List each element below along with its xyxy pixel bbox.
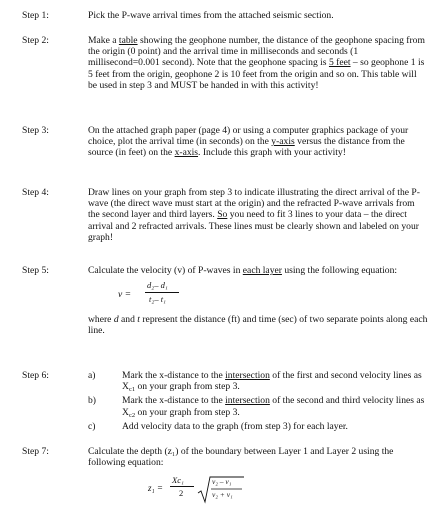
fraction-bar (170, 486, 194, 487)
text-run: On the attached graph paper (page 4) or using a computer graphics package of your choice, plot the arrival time (in seconds) on the (88, 125, 409, 148)
underlined-term: table (118, 35, 138, 46)
equation-lhs: v = (118, 289, 132, 301)
root-denominator: v₂ + v₁ (212, 490, 233, 500)
text-run: versus the distance from the source (in feet) on the (88, 136, 405, 159)
sub-item-letter: c) (88, 420, 96, 432)
underlined-term: 5 feet (328, 57, 351, 69)
step-text (88, 370, 428, 432)
text-run: Mark the x-distance to the (122, 395, 226, 407)
step-label: Step 2: (22, 35, 49, 46)
underlined-term: intersection (225, 395, 270, 407)
equation-numerator: Xc₁ (172, 475, 184, 486)
step-label: Step 5: (22, 265, 49, 276)
text-run: on your graph from step 3. (135, 406, 240, 418)
underlined-term: y-axis (271, 136, 295, 148)
text-run: Add velocity data to the graph (from step 3) for each layer. (122, 420, 348, 432)
step-label: Step 4: (22, 187, 49, 198)
step-7-text: Calculate the depth (z₁) of the boundary between Layer 1 and Layer 2 using the following equation: (88, 446, 394, 469)
step-text (88, 265, 428, 337)
text-run: . Include this graph with your activity! (198, 147, 346, 159)
step-label: Step 1: (22, 10, 49, 21)
text-run: Calculate the velocity (v) of P-waves in (88, 265, 243, 276)
underlined-term: x-axis (174, 147, 199, 159)
text-run: Mark the x-distance to the (122, 370, 226, 381)
depth-equation (148, 474, 298, 504)
text-run: Draw lines on your graph from step 3 to indicate illustrating the direct arrival of the P-wave (the direct wave must start at the origin) and the refracted P-wave arrivals from the second layer and third layers. (88, 187, 420, 221)
step-label: Step 7: (22, 446, 49, 457)
sub-item-c (88, 421, 428, 432)
text-run: you need to fit 3 lines to your data – the direct arrival and 2 refracted arrivals. These lines must be clearly shown and labeled on your graph! (88, 209, 419, 243)
text-run: Make a (88, 35, 119, 46)
equation-lhs: z₁ = (148, 483, 163, 494)
subscript: c1 (128, 386, 136, 394)
underlined-term: So (217, 209, 228, 221)
underlined-term: each layer (242, 265, 282, 276)
root-numerator: v₂ – v₁ (212, 477, 232, 487)
step-text (88, 187, 428, 243)
step-label: Step 3: (22, 125, 49, 136)
step-label: Step 6: (22, 370, 49, 381)
text-run: of the first and second velocity lines as X (122, 370, 422, 393)
text-run: showing the geophone number, the distance of the geophone spacing from the origin (0 point) and the arrival time in milliseconds and seconds (1 millisecond=0.001 second). Note that the geophone spacing is (88, 35, 425, 69)
step-text (88, 35, 428, 91)
text-run: and (118, 314, 138, 326)
subscript: c2 (128, 411, 136, 419)
text-run: where (88, 314, 114, 326)
step-text (88, 446, 428, 504)
text-run: of the second and third velocity lines as X (122, 395, 425, 418)
text-run: on your graph from step 3. (135, 381, 240, 393)
text-run: – so geophone 1 is 5 feet from the origin, geophone 2 is 10 feet from the origin and so on. This table will be used in step 3 and MUST be handed in with this activity! (88, 57, 425, 91)
text-run: represent the distance (ft) and time (sec) of two separate points along each line. (88, 314, 428, 337)
sub-item-letter: a) (88, 370, 96, 381)
symbol-t: t (137, 314, 140, 326)
symbol-d: d (113, 314, 119, 326)
equation-denominator: t₂– t₁ (149, 294, 167, 305)
sub-item-a (88, 370, 428, 395)
step-1-text: Pick the P-wave arrival times from the attached seismic section. (88, 10, 334, 21)
sub-item-b (88, 395, 428, 420)
equation-numerator: d₂– d₁ (147, 280, 168, 291)
step-text (88, 125, 428, 159)
step-text (88, 10, 428, 21)
fraction-bar (145, 292, 179, 293)
sub-item-letter: b) (88, 395, 96, 407)
velocity-equation (118, 280, 238, 308)
text-run: using the following equation: (281, 265, 398, 276)
equation-denominator: 2 (179, 488, 184, 499)
underlined-term: intersection (225, 370, 270, 381)
